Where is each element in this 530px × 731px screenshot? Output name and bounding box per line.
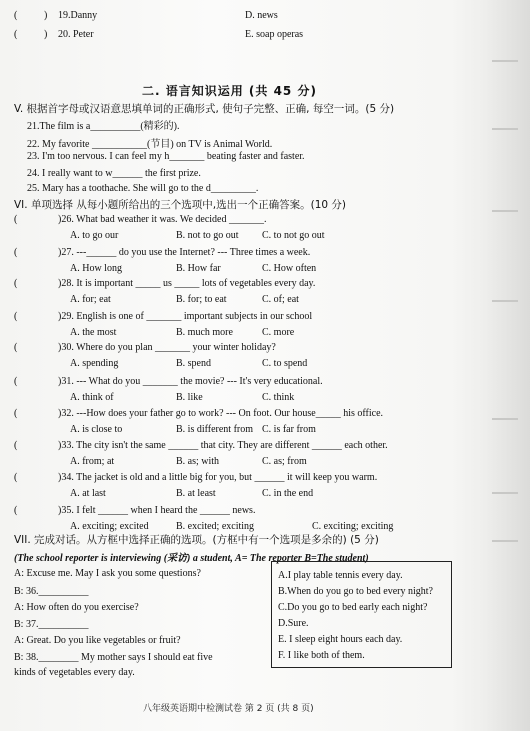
answer-paren: ( (14, 505, 18, 516)
bleed-through-margin (484, 0, 530, 731)
box-option: C.Do you go to bed early each night? (278, 602, 428, 613)
option-a: A. to go our (70, 230, 119, 241)
question-stem: )27. ---______ do you use the Internet? --- Three times a week. (58, 247, 311, 258)
answer-paren: ( (14, 376, 18, 387)
question-stem: )30. Where do you plan _______ your winter holiday? (58, 342, 276, 353)
part7-subheading: (The school reporter is interviewing (采访) a student, A= The reporter B=The student) (14, 553, 369, 564)
question-stem: )35. I felt ______ when I heard the ______ news. (58, 505, 256, 516)
option-a: A. exciting; excited (70, 521, 149, 532)
part6-heading: VI. 单项选择 从每小题所给出的三个选项中,选出一个正确答案。(10 分) (14, 199, 347, 211)
option-c: C. is far from (262, 424, 316, 435)
match-item: 19.Danny (58, 10, 98, 21)
option-c: C. think (262, 392, 295, 403)
option-c: C. in the end (262, 488, 314, 499)
match-item: 20. Peter (58, 29, 94, 40)
option-c: C. to spend (262, 358, 308, 369)
option-c: C. of; eat (262, 294, 299, 305)
answer-paren: ( (14, 440, 18, 451)
option-c: C. exciting; exciting (312, 521, 394, 532)
dialog-line: kinds of vegetables every day. (14, 667, 135, 678)
answer-paren: ( (14, 278, 18, 289)
dialog-line: B: 36.__________ (14, 586, 89, 597)
answer-paren: ( (14, 311, 18, 322)
option-b: B. at least (176, 488, 216, 499)
question-stem: )26. What bad weather it was. We decided _______. (58, 214, 267, 225)
dialog-line: A: Excuse me. May I ask you some questions? (14, 568, 201, 579)
option-a: A. from; at (70, 456, 115, 467)
part5-heading: V. 根据首字母或汉语意思填单词的正确形式, 使句子完整、正确, 每空一词。(5 分) (14, 103, 395, 115)
option-b: B. like (176, 392, 203, 403)
match-option: E. soap operas (245, 29, 304, 40)
box-option: A.I play table tennis every day. (278, 570, 403, 581)
answer-paren: ( (14, 342, 18, 353)
option-b: B. as; with (176, 456, 220, 467)
answer-paren: ( (14, 214, 18, 225)
answer-paren-close: ) (44, 29, 48, 40)
option-a: A. the most (70, 327, 117, 338)
option-b: B. not to go out (176, 230, 239, 241)
section-title: 二. 语言知识运用 (共 45 分) (142, 84, 317, 98)
answer-paren: ( (14, 408, 18, 419)
question-stem: )34. The jacket is old and a little big for you, but ______ it will keep you warm. (58, 472, 378, 483)
option-b: B. spend (176, 358, 211, 369)
question-stem: )31. --- What do you _______ the movie? --- It's very educational. (58, 376, 323, 387)
box-option: B.When do you go to bed every night? (278, 586, 433, 597)
question-stem: )32. ---How does your father go to work? --- On foot. Our house_____ his office. (58, 408, 384, 419)
answer-paren-close: ) (44, 10, 48, 21)
fill-in-item: 24. I really want to w______ the first prize. (27, 168, 201, 179)
dialog-line: B: 38.________ My mother says I should eat five (14, 652, 213, 663)
option-c: C. How often (262, 263, 317, 274)
fill-in-item: 21.The film is a__________(精彩的). (27, 121, 180, 132)
question-stem: )33. The city isn't the same ______ that city. They are different ______ each other. (58, 440, 388, 451)
option-c: C. as; from (262, 456, 307, 467)
fill-in-item: 25. Mary has a toothache. She will go to the d_________. (27, 183, 259, 194)
box-option: E. I sleep eight hours each day. (278, 634, 403, 645)
box-option: D.Sure. (278, 618, 309, 629)
question-stem: )28. It is important _____ us _____ lots of vegetables every day. (58, 278, 316, 289)
page-footer: 八年级英语期中检测试卷 第 2 页 (共 8 页) (143, 704, 314, 714)
option-b: B. is different from (176, 424, 254, 435)
option-a: A. How long (70, 263, 122, 274)
option-a: A. at last (70, 488, 106, 499)
option-b: B. excited; exciting (176, 521, 255, 532)
dialog-line: A: How often do you exercise? (14, 602, 139, 613)
answer-paren-open: ( (14, 29, 18, 40)
option-b: B. How far (176, 263, 221, 274)
option-a: A. think of (70, 392, 114, 403)
options-box (271, 561, 452, 668)
dialog-line: B: 37.__________ (14, 619, 89, 630)
question-stem: )29. English is one of _______ important subjects in our school (58, 311, 313, 322)
answer-paren: ( (14, 472, 18, 483)
option-a: A. for; eat (70, 294, 111, 305)
option-c: C. to not go out (262, 230, 325, 241)
option-b: B. much more (176, 327, 233, 338)
fill-in-item: 22. My favorite ___________(节目) on TV is Animal World. (27, 139, 273, 150)
option-a: A. spending (70, 358, 119, 369)
dialog-line: A: Great. Do you like vegetables or fruit? (14, 635, 181, 646)
option-c: C. more (262, 327, 295, 338)
option-a: A. is close to (70, 424, 123, 435)
match-option: D. news (245, 10, 278, 21)
answer-paren-open: ( (14, 10, 18, 21)
answer-paren: ( (14, 247, 18, 258)
part7-heading: VII. 完成对话。从方框中选择正确的选项。(方框中有一个选项是多余的) (5 分) (14, 534, 379, 546)
fill-in-item: 23. I'm too nervous. I can feel my h_______ beating faster and faster. (27, 151, 305, 162)
option-b: B. for; to eat (176, 294, 227, 305)
box-option: F. I like both of them. (278, 650, 365, 661)
